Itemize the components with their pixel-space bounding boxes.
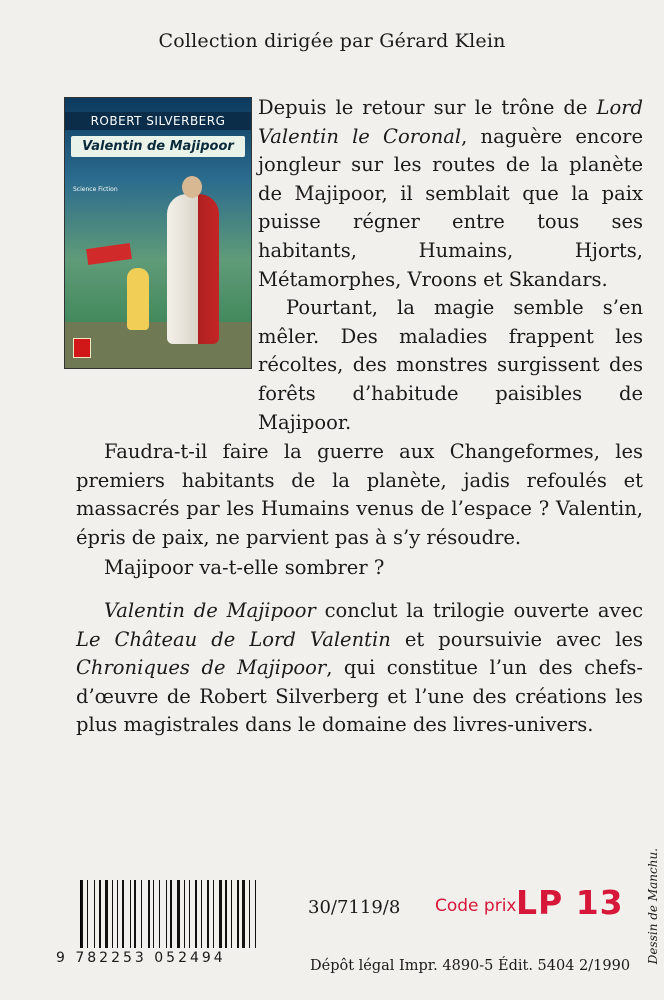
blurb-lower [76,438,643,740]
title-lord-valentin: Lord Valentin le Coronal [258,96,643,148]
barcode-bar [242,880,245,948]
barcode-bar [156,880,158,948]
blurb-paragraph-1: Depuis le retour sur le trône de Lord Valentin le Coronal, naguère encore jongleur sur les routes de la planète de Majipoor, il semblait que la paix puisse régner entre tous ses habitants, Humains, Hjorts, Métamorphes, Vroons et Skandars. [258,96,643,291]
blurb-paragraph-3: Faudra-t-il faire la guerre aux Changeformes, les premiers habitants de la planète, jadis refoulés et massacrés par les Humains venus de l’espace ? Valentin, épris de paix, ne parvient pas à s’y résoudre. [76,440,643,549]
barcode-bar [237,880,239,948]
barcode-bar [201,880,202,948]
barcode-bar [211,880,212,948]
blurb-paragraph-5: Valentin de Majipoor conclut la trilogie ouverte avec Le Château de Lord Valentin et poursuivie avec les Chroniques de Majipoor, qui constitue l’un des chefs-d’œuvre de Robert Silverberg et l’une des créations les plus magistrales dans le domaine des livres-univers. [76,598,643,737]
barcode-bar [96,880,98,948]
barcode-bar [138,880,140,948]
barcode-bar [89,880,92,948]
barcode-bar [198,880,199,948]
barcode-bar [168,880,169,948]
barcode-bar [159,880,160,948]
barcode-bar [225,880,227,948]
barcode-bar [120,880,121,948]
barcode-bar [132,880,133,948]
barcode-bar [112,880,113,948]
barcode-bar [122,880,124,948]
legal-deposit: Dépôt légal Impr. 4890-5 Édit. 5404 2/1990 [310,958,631,974]
illustration-small-figure [127,268,149,330]
barcode-bar [174,880,176,948]
price-code-label: Code prix [435,896,517,916]
price-code: LP 13 [516,883,624,922]
barcode-bar [151,880,152,948]
barcode-bar [87,880,88,948]
barcode-bar [255,880,256,948]
barcode-bar [130,880,131,948]
barcode-bar [103,880,104,948]
blurb-paragraph-4: Majipoor va-t-elle sombrer ? [104,556,385,580]
barcode-bar [213,880,214,948]
barcode-bar [105,880,108,948]
thumbnail-title: Valentin de Majipoor [71,136,245,157]
barcode-bar [231,880,232,948]
isbn-barcode [80,880,303,948]
barcode-bar [181,880,182,948]
barcode-bar [189,880,190,948]
barcode-bar [114,880,116,948]
catalogue-code: 30/7119/8 [308,897,401,918]
barcode-bar [195,880,197,948]
illustration-head [182,176,202,198]
barcode-bar [161,880,164,948]
barcode-bar [186,880,188,948]
blurb-upper [258,94,643,437]
illustration-credit: Dessin de Manchu. [646,848,660,965]
publisher-logo-icon [73,338,91,358]
barcode-bar [203,880,206,948]
barcode-bar [192,880,194,948]
illustration-flag [86,243,132,265]
thumbnail-author: ROBERT SILVERBERG [65,112,251,130]
barcode-bar [229,880,230,948]
barcode-bar [247,880,248,948]
barcode-bar [170,880,172,948]
barcode-bar [141,880,142,948]
barcode-bar [81,880,83,948]
barcode-bar [249,880,250,948]
barcode-bar [240,880,241,948]
barcode-bar [148,880,150,948]
barcode-bar [109,880,110,948]
isbn-digits: 9 782253 052494 [56,950,226,966]
barcode-bar [143,880,146,948]
barcode-bar [233,880,235,948]
barcode-bar [207,880,209,948]
barcode-bar [153,880,154,948]
barcode-bar [117,880,118,948]
illustration-ground [65,322,251,368]
barcode-bar [219,880,222,948]
barcode-bar [94,880,95,948]
barcode-bar [177,880,180,948]
thumbnail-genre: Science Fiction [73,186,118,193]
barcode-bar [215,880,217,948]
barcode-bar [257,880,259,948]
barcode-bar [251,880,253,948]
collection-line: Collection dirigée par Gérard Klein [158,30,506,52]
barcode-bar [99,880,101,948]
illustration-robed-figure [167,194,219,344]
barcode-bar [223,880,224,948]
barcode-bar [125,880,128,948]
blurb-paragraph-2: Pourtant, la magie semble s’en mêler. Des maladies frappent les récoltes, des monstres surgissent des forêts d’habitude paisibles de Majipoor. [258,296,643,434]
barcode-bar [85,880,86,948]
barcode-bar [184,880,185,948]
barcode-bar [166,880,167,948]
cover-thumbnail [64,97,252,369]
barcode-bar [134,880,136,948]
